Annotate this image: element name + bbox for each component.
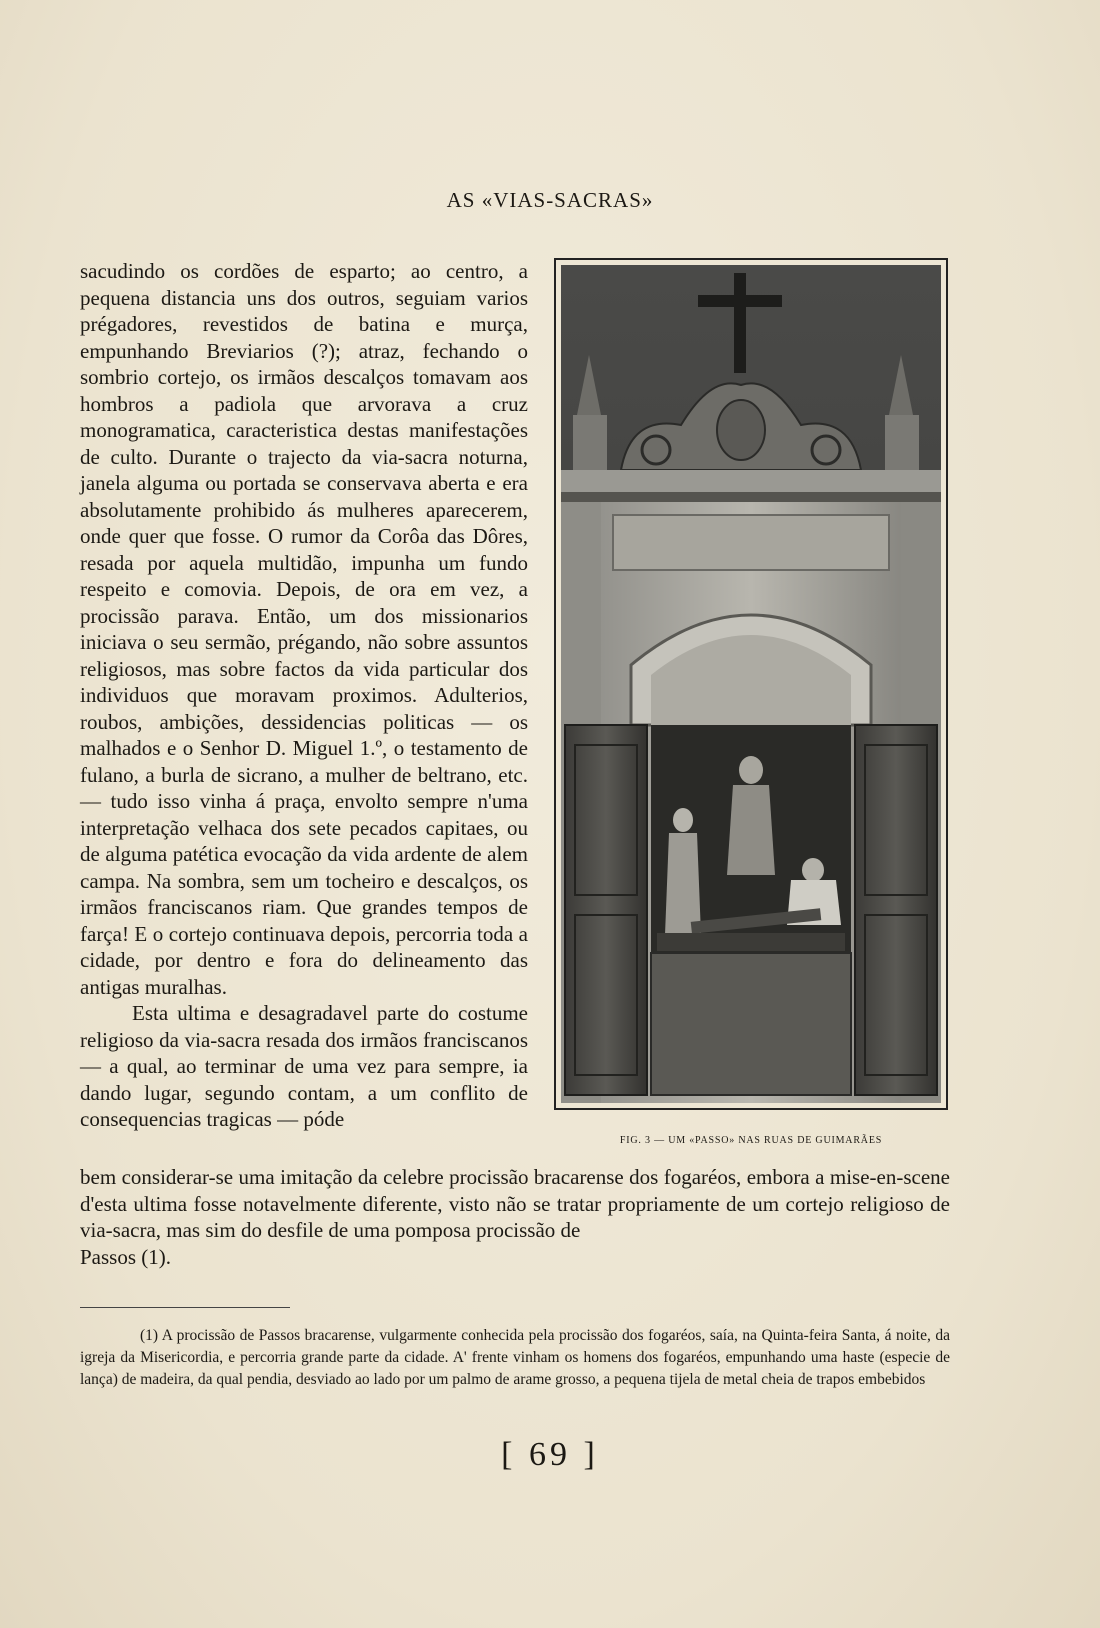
- full-width-text: [80, 1164, 950, 1270]
- footnote-rule: [80, 1307, 290, 1308]
- passo-chapel-photo: [561, 265, 941, 1103]
- page-number: [ 69 ]: [501, 1436, 599, 1473]
- figure-photo: [554, 258, 948, 1110]
- body-paragraph-2: Esta ultima e desagradavel parte do costume religioso da via-sacra resada dos irmãos franciscanos — a qual, ao terminar de uma vez para sempre, ia dando lugar, segundo contam, a um conflito de consequencias tragicas — póde: [80, 1001, 528, 1131]
- column-text: [80, 258, 528, 1133]
- figure-caption: FIG. 3 — UM «PASSO» NAS RUAS DE GUIMARÃES: [619, 1135, 883, 1146]
- continuation-last-line: Passos (1).: [80, 1244, 172, 1269]
- body-paragraph-1: sacudindo os cordões de esparto; ao centro, a pequena distancia uns dos outros, seguiam varios prégadores, revestidos de batina e murça, empunhando Breviarios (?); atraz, fechando o sombrio cortejo, os irmãos descalços tomavam aos hombros a padiola que arvorava a cruz monogramatica, caracteristica destas manifestações de culto. Durante o trajecto da via-sacra noturna, janela alguma ou portada se conservava aberta e era absolutamente prohibido ás mulheres aparecerem, onde quer que fosse. O rumor da Corôa das Dôres, resada por aquela multidão, impunha um fundo respeito e comovia. Depois, de ora em vez, a procissão parava. Então, um dos missionarios iniciava o seu sermão, prégando, não sobre assuntos religiosos, mas sobre factos da vida particular dos individuos que moravam proximos. Adulterios, roubos, ambições, dessidencias politicas — os malhados e o Senhor D. Miguel 1.º, o testamento de fulano, a burla de sicrano, a mulher de beltrano, etc. — tudo isso vinha á praça, envolto sempre n'uma interpretação velhaca dos sete pecados capitaes, ou de alguma patética evocação da vida ardente de alem campa. Na sombra, sem um tocheiro e descalços, os irmãos franciscanos riam. Que grandes tempos de farça! E o cortejo continuava depois, percorria toda a cidade, por dentro e fora do delineamento das antigas muralhas.: [80, 259, 528, 999]
- continuation-paragraph: bem considerar-se uma imitação da celebre procissão bracarense dos fogaréos, embora a mise-en-scene d'esta ultima fosse notavelmente diferente, visto não se tratar propriamente de um cortejo religioso de via-sacra, mas sim do desfile de uma pomposa procissão de: [80, 1165, 950, 1242]
- footnote: [80, 1325, 950, 1391]
- running-head: AS «VIAS-SACRAS»: [446, 188, 654, 212]
- footnote-text: (1) A procissão de Passos bracarense, vulgarmente conhecida pela procissão dos fogaréos, saía, na Quinta-feira Santa, á noite, da igreja da Misericordia, e percorria grande parte da cidade. A' frente vinham os homens dos fogaréos, empunhando uma haste (especie de lança) de madeira, da qual pendia, desviado ao lado por um palmo de arame grosso, a pequena tijela de metal cheia de trapos embebidos: [80, 1327, 950, 1388]
